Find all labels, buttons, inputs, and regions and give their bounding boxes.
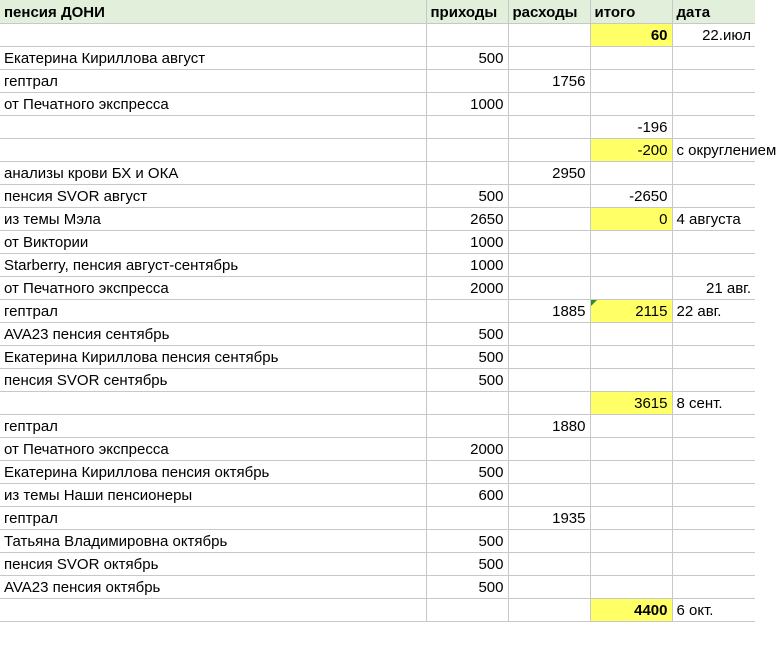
name-cell[interactable]: от Печатного экспресса [0, 92, 426, 115]
expense-cell[interactable] [508, 460, 590, 483]
expense-cell[interactable] [508, 207, 590, 230]
income-cell[interactable] [426, 161, 508, 184]
date-cell[interactable]: 8 сент. [672, 391, 755, 414]
expense-cell[interactable]: 2950 [508, 161, 590, 184]
total-cell[interactable] [590, 460, 672, 483]
table-row [0, 437, 755, 460]
total-cell[interactable] [590, 368, 672, 391]
date-cell[interactable]: 6 окт. [672, 598, 755, 621]
table-row [0, 207, 755, 230]
name-cell[interactable]: гептрал [0, 506, 426, 529]
table-row [0, 483, 755, 506]
header-total-cell[interactable]: итого [590, 0, 672, 23]
expense-cell[interactable] [508, 46, 590, 69]
income-cell[interactable]: 500 [426, 322, 508, 345]
expense-cell[interactable] [508, 253, 590, 276]
total-cell[interactable]: -2650 [590, 184, 672, 207]
date-cell[interactable] [672, 253, 755, 276]
table-row [0, 345, 755, 368]
income-cell[interactable] [426, 506, 508, 529]
table-row [0, 552, 755, 575]
total-cell[interactable] [590, 529, 672, 552]
total-cell[interactable] [590, 322, 672, 345]
total-cell[interactable] [590, 575, 672, 598]
name-cell[interactable]: гептрал [0, 69, 426, 92]
total-cell[interactable] [590, 276, 672, 299]
income-cell[interactable]: 500 [426, 575, 508, 598]
table-row [0, 253, 755, 276]
date-cell[interactable] [672, 414, 755, 437]
header-row [0, 0, 755, 23]
date-cell[interactable] [672, 460, 755, 483]
name-cell[interactable]: Екатерина Кириллова пенсия октябрь [0, 460, 426, 483]
name-cell[interactable]: Starberry, пенсия август-сентябрь [0, 253, 426, 276]
expense-cell[interactable] [508, 598, 590, 621]
name-cell[interactable]: AVA23 пенсия октябрь [0, 575, 426, 598]
table-row [0, 506, 755, 529]
date-cell[interactable]: 21 авг. [672, 276, 755, 299]
table-row [0, 230, 755, 253]
name-cell[interactable]: гептрал [0, 299, 426, 322]
expense-cell[interactable] [508, 138, 590, 161]
total-cell[interactable]: 3615 [590, 391, 672, 414]
table-row [0, 23, 755, 46]
income-cell[interactable]: 500 [426, 529, 508, 552]
name-cell[interactable]: из темы Наши пенсионеры [0, 483, 426, 506]
name-cell[interactable]: Татьяна Владимировна октябрь [0, 529, 426, 552]
income-cell[interactable]: 2000 [426, 276, 508, 299]
expense-cell[interactable] [508, 437, 590, 460]
income-cell[interactable] [426, 115, 508, 138]
expense-cell[interactable] [508, 391, 590, 414]
table-row [0, 391, 755, 414]
total-cell[interactable] [590, 253, 672, 276]
date-cell[interactable] [672, 529, 755, 552]
total-cell[interactable] [590, 46, 672, 69]
date-cell[interactable] [672, 46, 755, 69]
expense-cell[interactable] [508, 483, 590, 506]
date-cell[interactable] [672, 115, 755, 138]
date-cell[interactable]: 22 авг. [672, 299, 755, 322]
total-cell[interactable] [590, 552, 672, 575]
total-cell[interactable] [590, 506, 672, 529]
total-cell-with-comment[interactable]: 2115 [590, 299, 672, 322]
date-cell[interactable] [672, 92, 755, 115]
table-row [0, 46, 755, 69]
name-cell[interactable]: пенсия SVOR август [0, 184, 426, 207]
expense-cell[interactable] [508, 575, 590, 598]
name-cell[interactable]: от Печатного экспресса [0, 437, 426, 460]
income-cell[interactable]: 500 [426, 184, 508, 207]
income-cell[interactable]: 500 [426, 46, 508, 69]
name-cell[interactable] [0, 598, 426, 621]
expense-cell[interactable] [508, 184, 590, 207]
income-cell[interactable] [426, 414, 508, 437]
header-date-cell[interactable]: дата [672, 0, 755, 23]
expense-cell[interactable] [508, 552, 590, 575]
total-cell[interactable] [590, 161, 672, 184]
name-cell[interactable] [0, 391, 426, 414]
income-cell[interactable]: 500 [426, 552, 508, 575]
income-cell[interactable] [426, 138, 508, 161]
total-cell[interactable] [590, 69, 672, 92]
name-cell[interactable] [0, 23, 426, 46]
name-cell[interactable] [0, 138, 426, 161]
name-cell[interactable]: из темы Мэла [0, 207, 426, 230]
expense-cell[interactable] [508, 368, 590, 391]
expense-cell[interactable] [508, 276, 590, 299]
income-cell[interactable] [426, 299, 508, 322]
total-cell[interactable]: -196 [590, 115, 672, 138]
income-cell[interactable]: 500 [426, 368, 508, 391]
income-cell[interactable]: 1000 [426, 92, 508, 115]
name-cell[interactable]: анализы крови БХ и ОКА [0, 161, 426, 184]
table-row [0, 368, 755, 391]
name-cell[interactable]: Екатерина Кириллова август [0, 46, 426, 69]
header-name-cell[interactable]: пенсия ДОНИ [0, 0, 426, 23]
table-row [0, 414, 755, 437]
table-row [0, 575, 755, 598]
table-row [0, 529, 755, 552]
table-row [0, 598, 755, 621]
expense-cell[interactable] [508, 92, 590, 115]
total-cell[interactable] [590, 345, 672, 368]
income-cell[interactable]: 600 [426, 483, 508, 506]
income-cell[interactable]: 500 [426, 460, 508, 483]
table-row [0, 115, 755, 138]
income-cell[interactable]: 2000 [426, 437, 508, 460]
date-cell[interactable] [672, 345, 755, 368]
name-cell[interactable]: пенсия SVOR октябрь [0, 552, 426, 575]
income-cell[interactable]: 2650 [426, 207, 508, 230]
expense-cell[interactable]: 1756 [508, 69, 590, 92]
total-cell[interactable] [590, 414, 672, 437]
name-cell[interactable]: от Печатного экспресса [0, 276, 426, 299]
header-income-cell[interactable]: приходы [426, 0, 508, 23]
table-row [0, 299, 755, 322]
table-row [0, 460, 755, 483]
date-cell[interactable] [672, 184, 755, 207]
date-cell[interactable] [672, 483, 755, 506]
date-cell[interactable] [672, 69, 755, 92]
date-cell[interactable] [672, 575, 755, 598]
total-cell[interactable]: 60 [590, 23, 672, 46]
name-cell[interactable]: гептрал [0, 414, 426, 437]
table-row [0, 138, 755, 161]
expense-cell[interactable] [508, 345, 590, 368]
table-row [0, 161, 755, 184]
income-cell[interactable]: 1000 [426, 253, 508, 276]
expense-cell[interactable] [508, 230, 590, 253]
table-row [0, 276, 755, 299]
date-cell[interactable] [672, 161, 755, 184]
expense-cell[interactable]: 1935 [508, 506, 590, 529]
income-cell[interactable] [426, 598, 508, 621]
total-cell[interactable]: 4400 [590, 598, 672, 621]
expense-cell[interactable] [508, 529, 590, 552]
date-cell[interactable] [672, 506, 755, 529]
expense-cell[interactable] [508, 115, 590, 138]
header-expense-cell[interactable]: расходы [508, 0, 590, 23]
income-cell[interactable] [426, 23, 508, 46]
table-row [0, 184, 755, 207]
expense-cell[interactable]: 1885 [508, 299, 590, 322]
income-cell[interactable] [426, 391, 508, 414]
total-cell[interactable] [590, 92, 672, 115]
expense-cell[interactable] [508, 23, 590, 46]
income-cell[interactable]: 500 [426, 345, 508, 368]
total-cell[interactable] [590, 230, 672, 253]
total-cell[interactable]: -200 [590, 138, 672, 161]
table-row [0, 322, 755, 345]
total-cell[interactable]: 0 [590, 207, 672, 230]
expense-cell[interactable] [508, 322, 590, 345]
date-cell[interactable] [672, 368, 755, 391]
income-cell[interactable] [426, 69, 508, 92]
name-cell[interactable]: Екатерина Кириллова пенсия сентябрь [0, 345, 426, 368]
expense-cell[interactable]: 1880 [508, 414, 590, 437]
income-cell[interactable]: 1000 [426, 230, 508, 253]
date-cell[interactable]: 4 августа [672, 207, 755, 230]
name-cell[interactable]: AVA23 пенсия сентябрь [0, 322, 426, 345]
date-cell[interactable] [672, 552, 755, 575]
total-cell[interactable] [590, 437, 672, 460]
date-cell[interactable] [672, 230, 755, 253]
name-cell[interactable]: от Виктории [0, 230, 426, 253]
date-cell[interactable] [672, 322, 755, 345]
date-cell[interactable]: 22.июл [672, 23, 755, 46]
total-cell[interactable] [590, 483, 672, 506]
table-row [0, 69, 755, 92]
date-cell[interactable] [672, 437, 755, 460]
name-cell[interactable] [0, 115, 426, 138]
table-row [0, 92, 755, 115]
date-cell[interactable]: с округлением [672, 138, 755, 161]
name-cell[interactable]: пенсия SVOR сентябрь [0, 368, 426, 391]
